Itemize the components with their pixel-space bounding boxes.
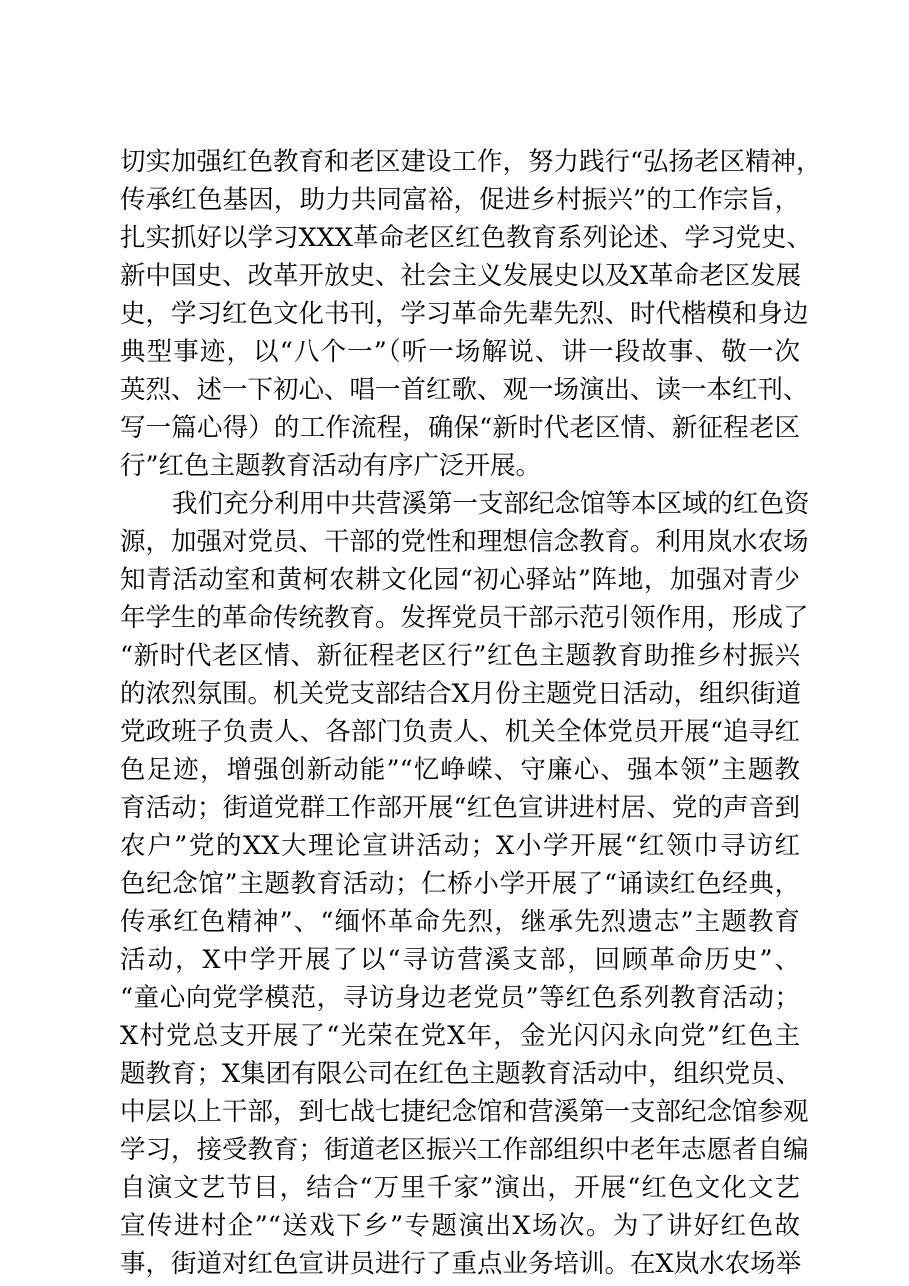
text-line: 题教育；X集团有限公司在红色主题教育活动中，组织党员、	[120, 1059, 802, 1089]
text-line: X村党总支开展了“光荣在党X年，金光闪闪永向党”红色主	[120, 1021, 800, 1051]
text-line: 源，加强对党员、干部的党性和理想信念教育。利用岚水农场	[120, 527, 809, 557]
text-line: 党政班子负责人、各部门负责人、机关全体党员开展“追寻红	[120, 717, 800, 747]
text-line: 写一篇心得）的工作流程，确保“新时代老区情、新征程老区	[120, 413, 800, 443]
document-body	[120, 143, 822, 1283]
text-line: 育活动；街道党群工作部开展“红色宣讲进村居、党的声音到	[120, 793, 800, 823]
text-line: 的浓烈氛围。机关党支部结合X月份主题党日活动，组织街道	[120, 679, 802, 709]
text-line: 传承红色基因，助力共同富裕，促进乡村振兴”的工作宗旨，	[120, 185, 800, 215]
text-line: 扎实抓好以学习XXX革命老区红色教育系列论述、学习党史、	[120, 223, 812, 253]
text-line: 英烈、述一下初心、唱一首红歌、观一场演出、读一本红刊、	[120, 375, 809, 405]
text-line: 活动，X中学开展了以“寻访营溪支部，回顾革命历史”、	[120, 945, 800, 975]
text-line: 中层以上干部，到七战七捷纪念馆和营溪第一支部纪念馆参观	[120, 1097, 809, 1127]
text-line: 农户”党的XX大理论宣讲活动；X小学开展“红领巾寻访红	[120, 831, 800, 861]
text-line: 色纪念馆”主题教育活动；仁桥小学开展了“诵读红色经典，	[120, 869, 800, 899]
text-line: 行”红色主题教育活动有序广泛开展。	[120, 451, 542, 481]
text-line: 我们充分利用中共营溪第一支部纪念馆等本区域的红色资	[172, 489, 810, 519]
text-line: 学习，接受教育；街道老区振兴工作部组织中老年志愿者自编	[120, 1135, 809, 1165]
text-line: 宣传进村企”“送戏下乡”专题演出X场次。为了讲好红色故	[120, 1211, 800, 1241]
text-line: 年学生的革命传统教育。发挥党员干部示范引领作用，形成了	[120, 603, 809, 633]
text-line: 传承红色精神”、“缅怀革命先烈，继承先烈遗志”主题教育	[120, 907, 800, 937]
text-line: 事，街道对红色宣讲员进行了重点业务培训。在X岚水农场举	[120, 1249, 802, 1279]
paragraph-1	[120, 143, 822, 485]
text-line: 自演文艺节目，结合“万里千家”演出，开展“红色文化文艺	[120, 1173, 800, 1203]
text-line: 切实加强红色教育和老区建设工作，努力践行“弘扬老区精神，	[120, 147, 822, 177]
text-line: 典型事迹，以“八个一”（听一场解说、讲一段故事、敬一次	[120, 337, 800, 367]
text-line: “童心向党学模范，寻访身边老党员”等红色系列教育活动；	[120, 983, 800, 1013]
text-line: 新中国史、改革开放史、社会主义发展史以及X革命老区发展	[120, 261, 802, 291]
text-line: 史，学习红色文化书刊，学习革命先辈先烈、时代楷模和身边	[120, 299, 809, 329]
text-line: 知青活动室和黄柯农耕文化园“初心驿站”阵地，加强对青少	[120, 565, 800, 595]
text-line: 色足迹，增强创新动能”“忆峥嵘、守廉心、强本领”主题教	[120, 755, 800, 785]
paragraph-2	[120, 485, 810, 1283]
text-line: “新时代老区情、新征程老区行”红色主题教育助推乡村振兴	[120, 641, 800, 671]
